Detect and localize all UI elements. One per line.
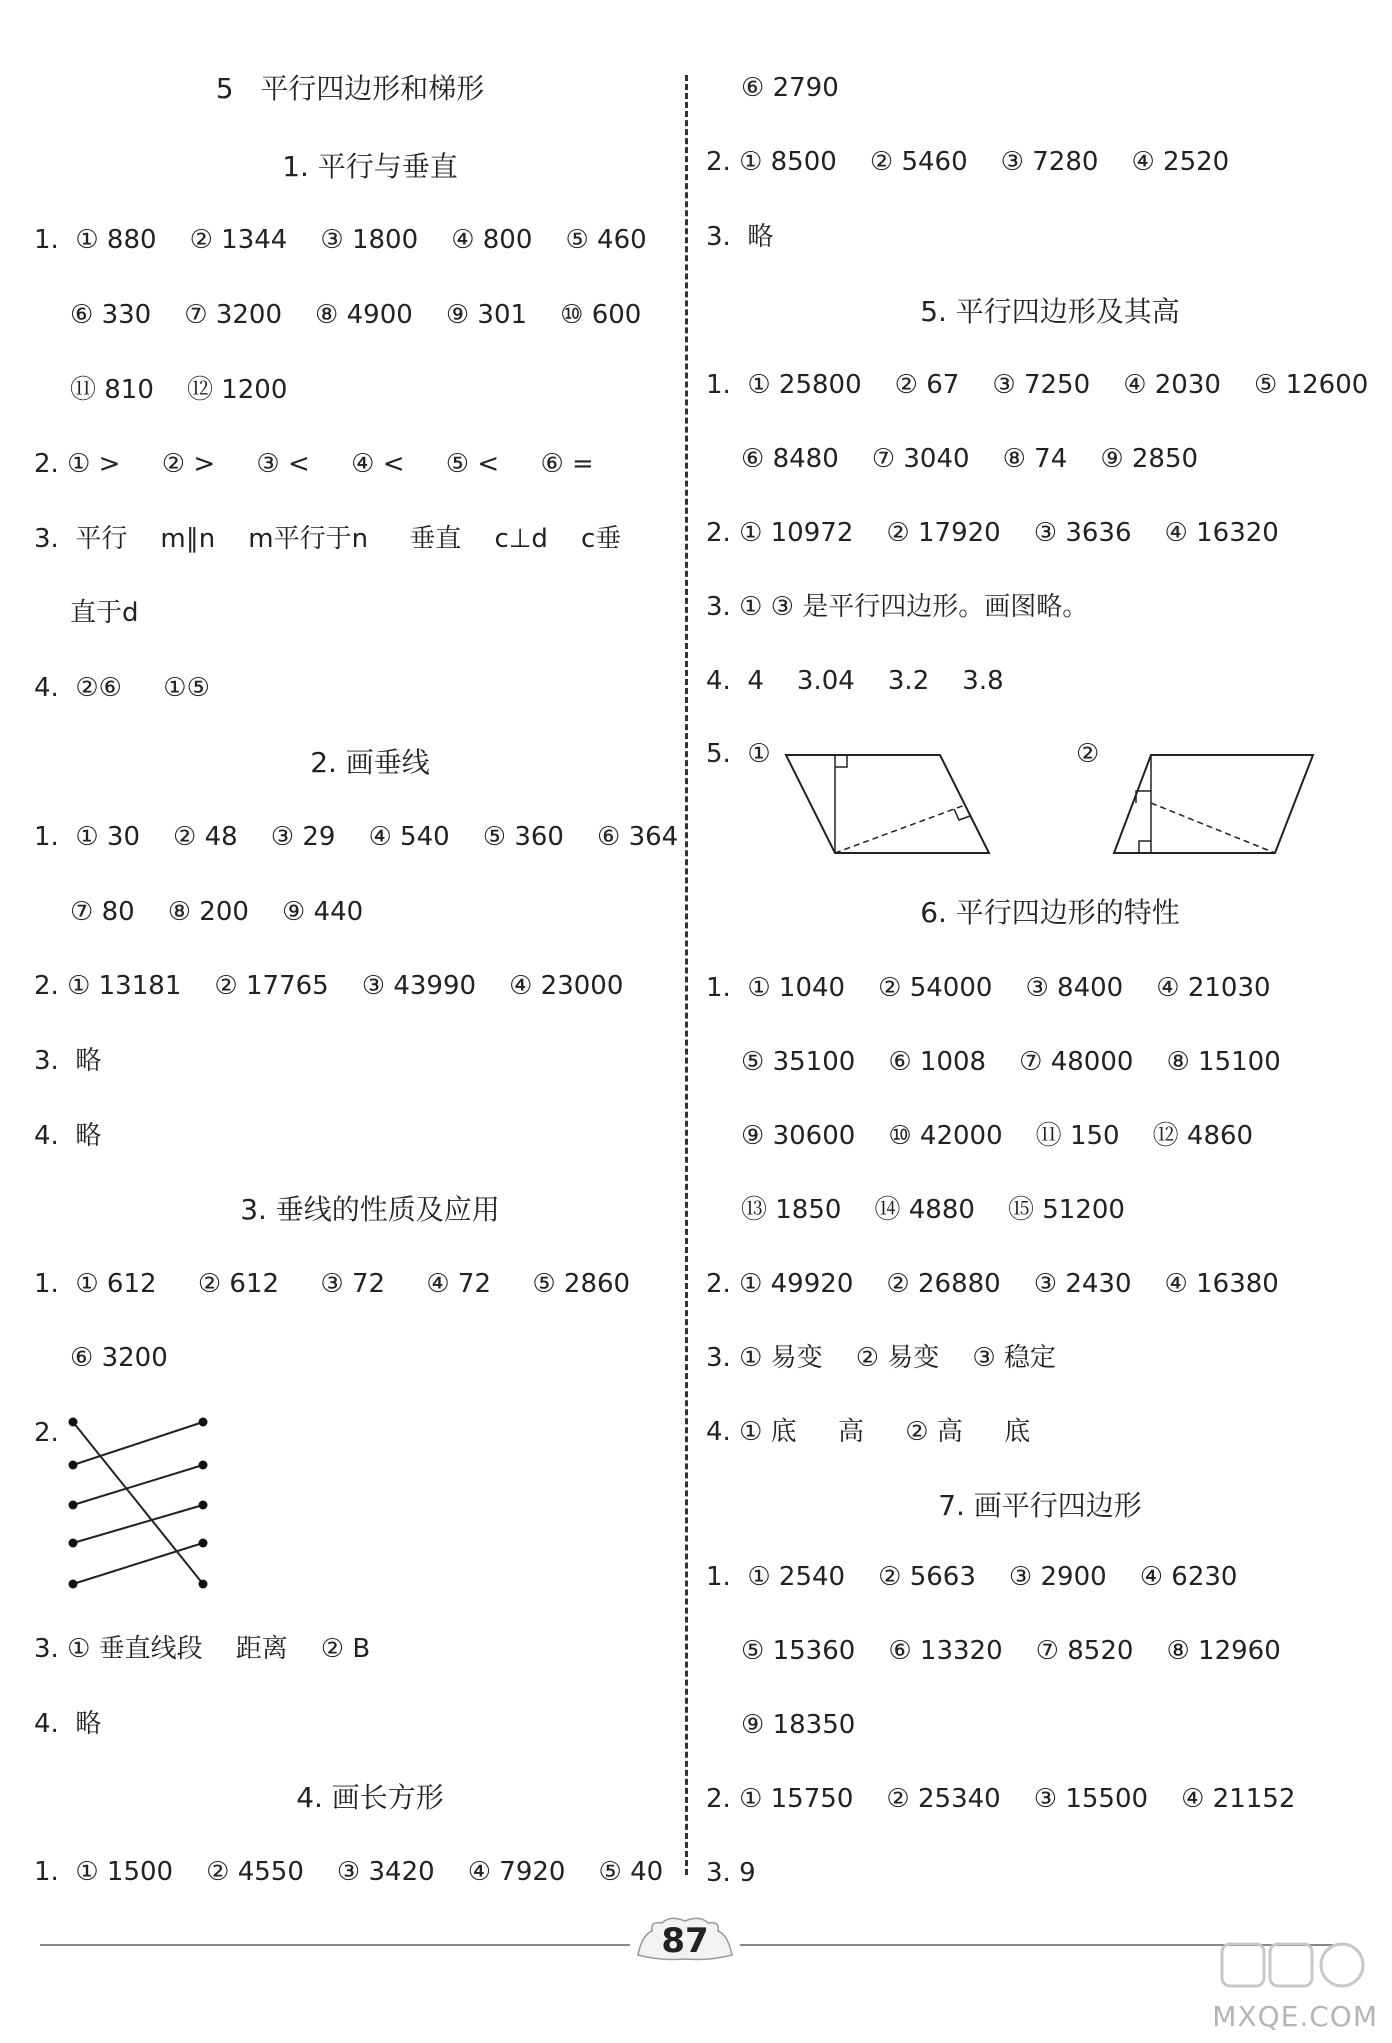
answer-line: ⑥ 3200 — [70, 1343, 168, 1373]
answer-line: 2. ① 13181 ② 17765 ③ 43990 ④ 23000 — [34, 971, 624, 1001]
answer-line: ⑬ 1850 ⑭ 4880 ⑮ 51200 — [741, 1195, 1125, 1225]
answer-line: 直于d — [70, 598, 139, 628]
answer-line: ⑤ 15360 ⑥ 13320 ⑦ 8520 ⑧ 12960 — [741, 1636, 1281, 1666]
answer-line: 4. 略 — [34, 1709, 102, 1739]
section-title: 1. 平行与垂直 — [282, 150, 458, 183]
footer-rule-left — [40, 1944, 630, 1946]
answer-line: ⑥ 330 ⑦ 3200 ⑧ 4900 ⑨ 301 ⑩ 600 — [70, 300, 642, 330]
answer-line: 2. ① 49920 ② 26880 ③ 2430 ④ 16380 — [706, 1269, 1279, 1299]
answer-line: 3. ① ③ 是平行四边形。画图略。 — [706, 592, 1089, 622]
answer-line: 2. ① 8500 ② 5460 ③ 7280 ④ 2520 — [706, 147, 1230, 177]
answer-line: ⑥ 8480 ⑦ 3040 ⑧ 74 ⑨ 2850 — [741, 444, 1199, 474]
answer-line: ⑨ 18350 — [741, 1710, 856, 1740]
answer-line: 1. ① 30 ② 48 ③ 29 ④ 540 ⑤ 360 ⑥ 364 — [34, 822, 679, 852]
answer-line: ⑦ 80 ⑧ 200 ⑨ 440 — [70, 897, 364, 927]
answer-line: 3. 9 — [706, 1858, 756, 1888]
answer-line: 1. ① 2540 ② 5663 ③ 2900 ④ 6230 — [706, 1562, 1238, 1592]
answer-line: 2. — [34, 1418, 59, 1448]
section-title: 2. 画垂线 — [310, 746, 430, 779]
section-title: 3. 垂线的性质及应用 — [240, 1193, 500, 1226]
column-divider — [685, 75, 688, 1875]
chapter-title: 5 平行四边形和梯形 — [215, 72, 485, 105]
answer-line: 1. ① 25800 ② 67 ③ 7250 ④ 2030 ⑤ 12600 — [706, 370, 1369, 400]
answer-line: 4. ① 底 高 ② 高 底 — [706, 1417, 1031, 1447]
section-title: 6. 平行四边形的特性 — [920, 896, 1180, 929]
answer-line: 1. ① 1500 ② 4550 ③ 3420 ④ 7920 ⑤ 40 — [34, 1857, 664, 1887]
parallelogram-figure-1 — [775, 745, 1015, 860]
section-title: 5. 平行四边形及其高 — [920, 295, 1180, 328]
answer-line: 5. ① — [706, 739, 771, 769]
answer-line: ② — [1076, 739, 1100, 769]
answer-line: ⑥ 2790 — [741, 73, 839, 103]
answer-line: 1. ① 1040 ② 54000 ③ 8400 ④ 21030 — [706, 973, 1271, 1003]
answer-line: ⑪ 810 ⑫ 1200 — [70, 375, 288, 405]
answer-line: 4. 略 — [34, 1121, 102, 1151]
answer-line: 2. ① 15750 ② 25340 ③ 15500 ④ 21152 — [706, 1784, 1296, 1814]
watermark-url: MXQE.COM — [1212, 2000, 1378, 2033]
section-title: 7. 画平行四边形 — [938, 1489, 1142, 1522]
answer-line: 2. ① 10972 ② 17920 ③ 3636 ④ 16320 — [706, 518, 1279, 548]
section-title: 4. 画长方形 — [296, 1781, 444, 1814]
answer-line: 1. ① 612 ② 612 ③ 72 ④ 72 ⑤ 2860 — [34, 1269, 631, 1299]
answer-line: 3. 略 — [34, 1046, 102, 1076]
answer-line: 2. ① > ② > ③ < ④ < ⑤ < ⑥ = — [34, 449, 594, 479]
parallelogram-figure-2 — [1110, 745, 1325, 860]
answer-line: 1. ① 880 ② 1344 ③ 1800 ④ 800 ⑤ 460 — [34, 225, 647, 255]
page-number: 87 — [661, 1921, 709, 1961]
answer-line: 3. 略 — [706, 222, 774, 252]
answer-line: 3. ① 垂直线段 距离 ② B — [34, 1634, 371, 1664]
answer-line: 4. ②⑥ ①⑤ — [34, 673, 210, 703]
answer-line: 3. ① 易变 ② 易变 ③ 稳定 — [706, 1343, 1056, 1373]
answer-line: ⑤ 35100 ⑥ 1008 ⑦ 48000 ⑧ 15100 — [741, 1047, 1281, 1077]
matching-lines-figure — [60, 1410, 220, 1600]
answer-line: ⑨ 30600 ⑩ 42000 ⑪ 150 ⑫ 4860 — [741, 1121, 1254, 1151]
answer-line: 4. 4 3.04 3.2 3.8 — [706, 666, 1004, 696]
answer-line: 3. 平行 m∥n m平行于n 垂直 c⊥d c垂 — [34, 524, 622, 554]
